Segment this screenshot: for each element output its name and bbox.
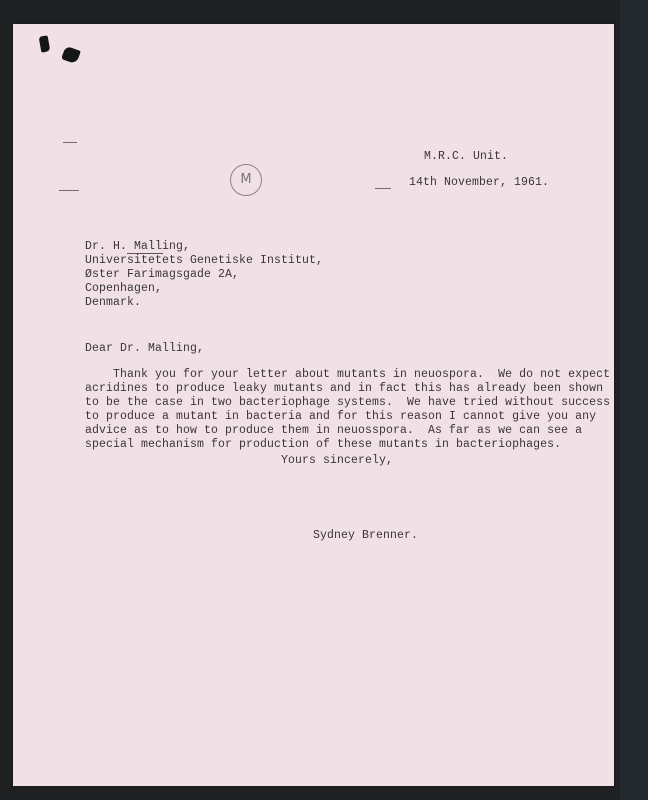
letter-page bbox=[13, 24, 614, 786]
letter-date: 14th November, 1961. bbox=[409, 176, 550, 189]
signature: Sydney Brenner. bbox=[313, 529, 419, 542]
address-line: Denmark. bbox=[85, 296, 142, 309]
body-line: advice as to how to produce them in neuosspora. As far as we can see a bbox=[85, 424, 583, 437]
punch-hole-mark-2 bbox=[61, 46, 81, 65]
unit-label: M.R.C. Unit. bbox=[424, 150, 509, 163]
address-line: Øster Farimagsgade 2A, bbox=[85, 268, 240, 281]
body-line: special mechanism for production of these mutants in bacteriophages. bbox=[85, 438, 562, 451]
body-line: to produce a mutant in bacteria and for this reason I cannot give you any bbox=[85, 410, 597, 423]
margin-tick bbox=[375, 188, 391, 189]
initial-stamp: M bbox=[230, 164, 262, 196]
address-line: Copenhagen, bbox=[85, 282, 163, 295]
address-line: Universitetets Genetiske Institut, bbox=[85, 254, 324, 267]
margin-tick bbox=[63, 142, 77, 143]
salutation: Dear Dr. Malling, bbox=[85, 342, 205, 355]
body-line: to be the case in two bacteriophage systems. We have tried without success bbox=[85, 396, 611, 409]
body-line: acridines to produce leaky mutants and in fact this has already been shown bbox=[85, 382, 604, 395]
margin-tick bbox=[59, 190, 79, 191]
punch-hole-mark bbox=[39, 35, 51, 52]
closing: Yours sincerely, bbox=[281, 454, 394, 467]
dark-margin-right bbox=[620, 0, 648, 800]
address-line: Dr. H. Malling, bbox=[85, 240, 191, 253]
body-line: Thank you for your letter about mutants in neuospora. We do not expect bbox=[85, 368, 611, 381]
